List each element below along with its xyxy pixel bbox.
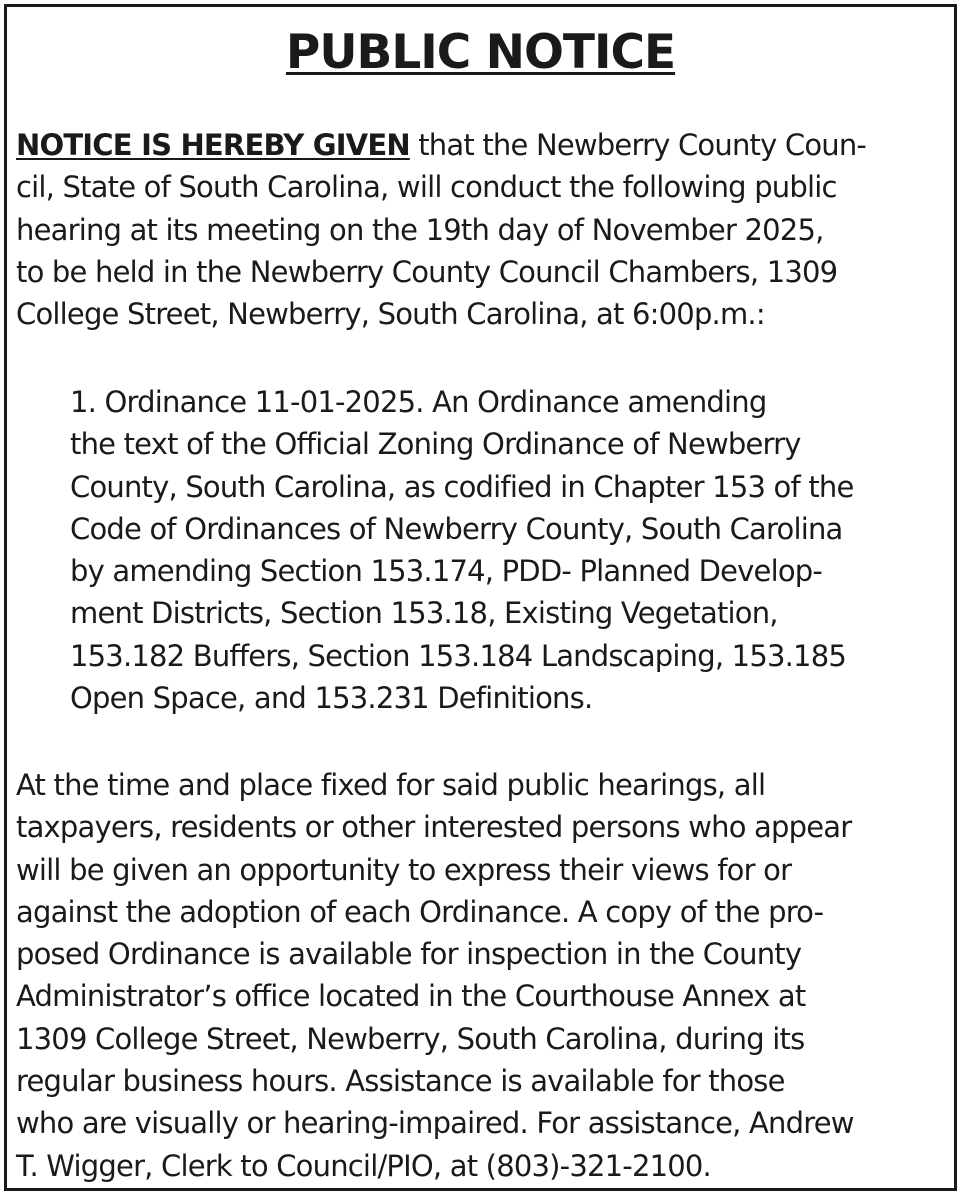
intro-line: cil, State of South Carolina, will conduct the following public — [16, 170, 837, 205]
intro-line: NOTICE IS HEREBY GIVEN that the Newberry County Coun- — [16, 128, 867, 162]
public-notice — [4, 4, 957, 1191]
closing-line: Administrator’s office located in the Courthouse Annex at — [16, 979, 806, 1014]
notice-lead: NOTICE IS HEREBY GIVEN — [16, 128, 410, 162]
ordinance-item — [70, 381, 954, 719]
intro-paragraph — [16, 124, 954, 335]
ordinance-line: 153.182 Buffers, Section 153.184 Landscaping, 153.185 — [70, 638, 847, 673]
closing-line: At the time and place fixed for said public hearings, all — [16, 768, 766, 802]
closing-line: against the adoption of each Ordinance. A copy of the pro- — [16, 894, 824, 929]
closing-line: who are visually or hearing-impaired. For assistance, Andrew — [16, 1106, 854, 1141]
closing-line: posed Ordinance is available for inspection in the County — [16, 937, 802, 972]
closing-line: 1309 College Street, Newberry, South Carolina, during its — [16, 1021, 805, 1056]
ordinance-line: 1. Ordinance 11-01-2025. An Ordinance amending — [70, 385, 767, 419]
ordinance-line: Code of Ordinances of Newberry County, South Carolina — [70, 511, 843, 546]
closing-line: will be given an opportunity to express their views for or — [16, 852, 792, 887]
closing-line: regular business hours. Assistance is available for those — [16, 1064, 785, 1099]
notice-title: PUBLIC NOTICE — [285, 25, 676, 80]
closing-line: T. Wigger, Clerk to Council/PIO, at (803)-321-2100. — [16, 1148, 711, 1183]
ordinance-line: County, South Carolina, as codified in Chapter 153 of the — [70, 469, 854, 504]
intro-line: to be held in the Newberry County Council Chambers, 1309 — [16, 254, 838, 289]
ordinance-line: ment Districts, Section 153.18, Existing Vegetation, — [70, 596, 778, 631]
ordinance-line: Open Space, and 153.231 Definitions. — [70, 681, 593, 716]
intro-line: hearing at its meeting on the 19th day of November 2025, — [16, 212, 824, 247]
closing-line: taxpayers, residents or other interested persons who appear — [16, 810, 852, 845]
ordinance-line: the text of the Official Zoning Ordinance of Newberry — [70, 427, 801, 462]
intro-line: College Street, Newberry, South Carolina, at 6:00p.m.: — [16, 297, 765, 332]
closing-paragraph — [16, 764, 954, 1187]
ordinance-line: by amending Section 153.174, PDD- Planned Develop- — [70, 554, 823, 589]
